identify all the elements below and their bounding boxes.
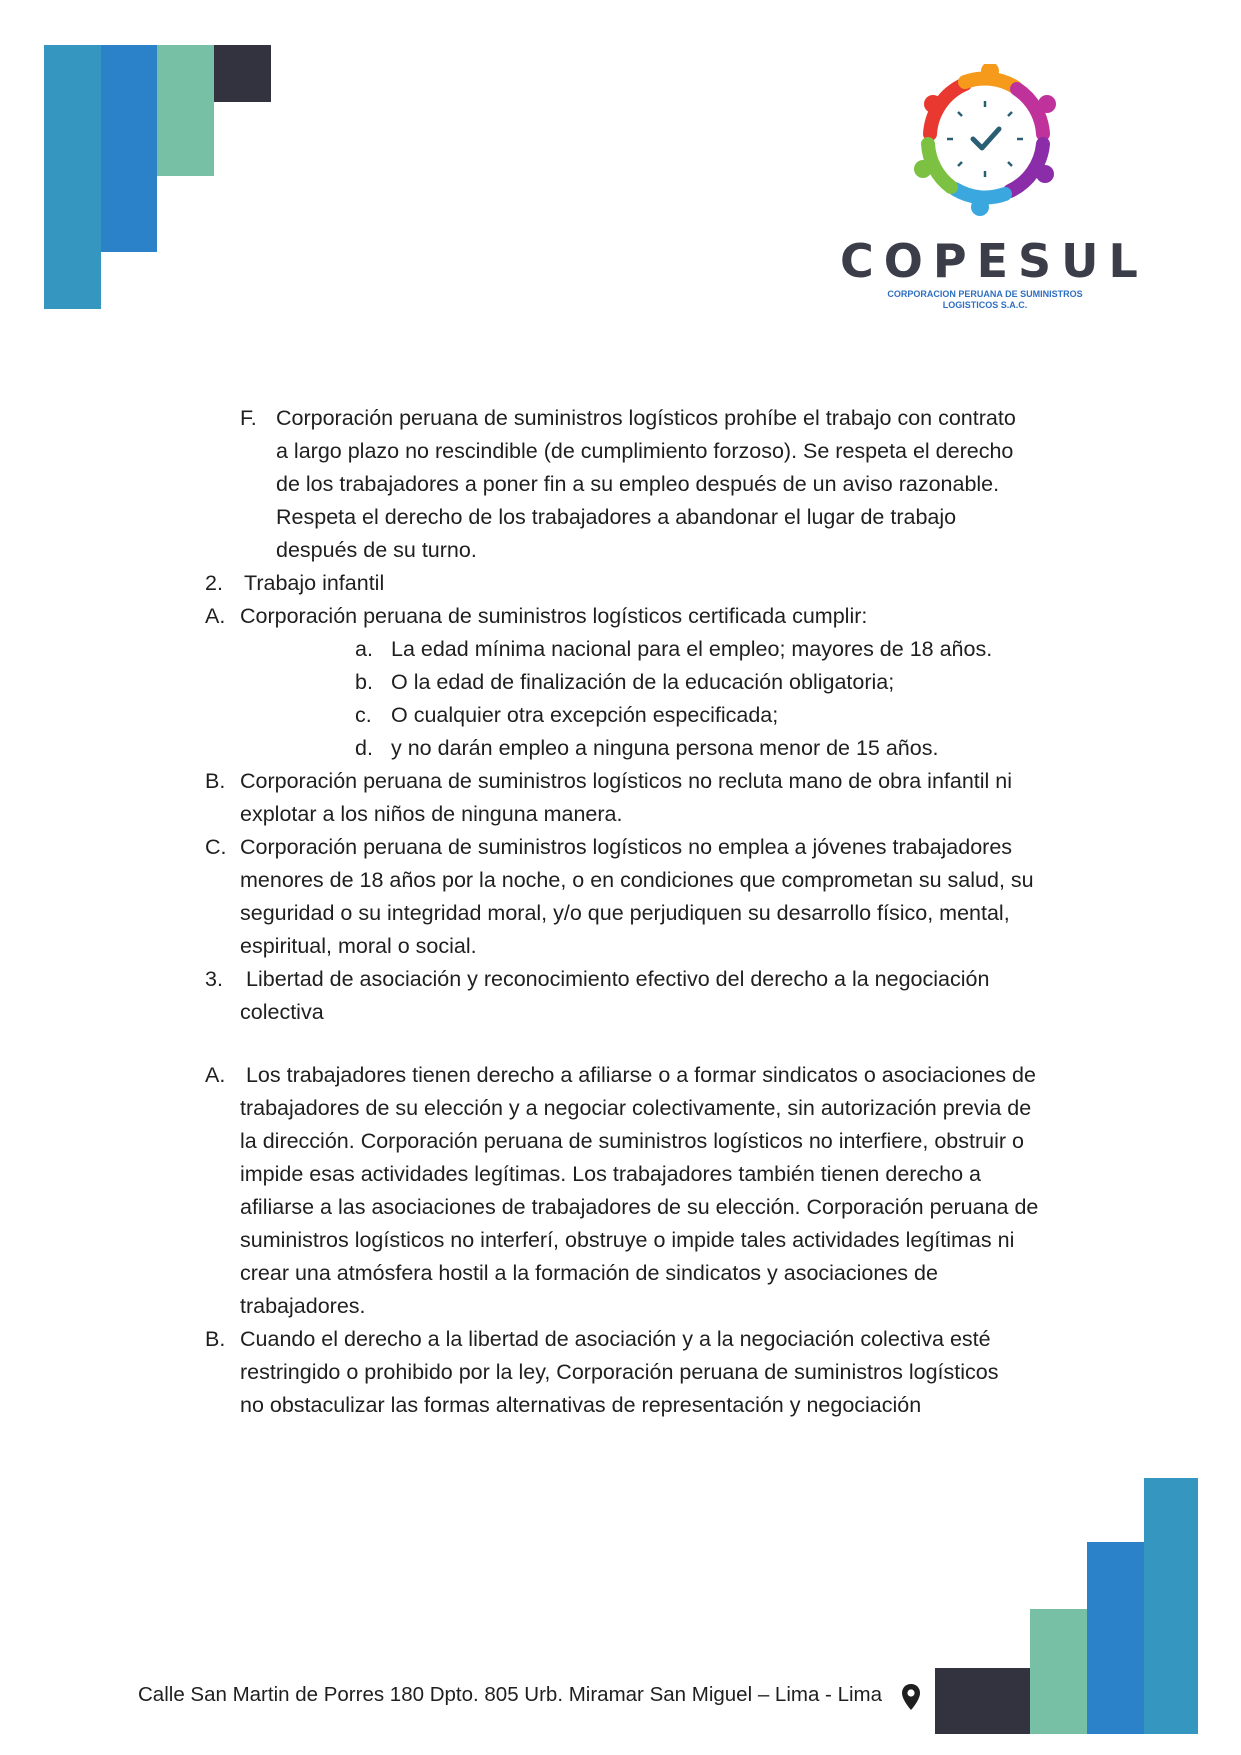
heading-title-line: colectiva [240, 1000, 324, 1024]
sub-marker: d. [355, 736, 373, 760]
text-line: Corporación peruana de suministros logísticos certificada cumplir: [240, 604, 868, 628]
heading-number: 2. [205, 571, 223, 595]
text-line: la dirección. Corporación peruana de suministros logísticos no interfiere, obstruir o [240, 1129, 1024, 1153]
text-line: menores de 18 años por la noche, o en condiciones que comprometan su salud, su [240, 868, 1034, 892]
deco-block-mint [157, 45, 214, 176]
text-line: crear una atmósfera hostil a la formación de sindicatos y asociaciones de [240, 1261, 938, 1285]
deco-block-teal-bottom [1144, 1478, 1198, 1734]
list-item-2b [200, 765, 1100, 831]
text-line: explotar a los niños de ninguna manera. [240, 802, 623, 826]
text-line: trabajadores. [240, 1294, 366, 1318]
list-marker: F. [240, 406, 257, 430]
sub-marker: c. [355, 703, 372, 727]
heading-title-line: Libertad de asociación y reconocimiento efectivo del derecho a la negociación [246, 967, 990, 991]
text-line: a largo plazo no rescindible (de cumplimiento forzoso). Se respeta el derecho [276, 439, 1014, 463]
sub-text: y no darán empleo a ninguna persona menor de 15 años. [391, 736, 939, 760]
blank-line [200, 1029, 1100, 1059]
text-line: después de su turno. [276, 538, 477, 562]
list-item-3a [200, 1059, 1100, 1323]
text-line: seguridad o su integridad moral, y/o que perjudiquen su desarrollo físico, mental, [240, 901, 1010, 925]
text-line: trabajadores de su elección y a negociar colectivamente, sin autorización previa de [240, 1096, 1032, 1120]
sub-marker: b. [355, 670, 373, 694]
list-marker: B. [205, 1327, 226, 1351]
section-heading-2 [200, 567, 1100, 600]
text-line: Corporación peruana de suministros logísticos prohíbe el trabajo con contrato [276, 406, 1016, 430]
sub-item-a [200, 633, 1100, 666]
text-line: Cuando el derecho a la libertad de asociación y a la negociación colectiva esté [240, 1327, 991, 1351]
sub-item-c [200, 699, 1100, 732]
deco-block-mint-bottom [1030, 1609, 1087, 1734]
deco-block-dark-bottom [935, 1668, 1030, 1734]
list-item-2a [200, 600, 1100, 633]
sub-item-b [200, 666, 1100, 699]
sub-text: La edad mínima nacional para el empleo; mayores de 18 años. [391, 637, 993, 661]
location-pin-icon [901, 1683, 921, 1711]
text-line: de los trabajadores a poner fin a su empleo después de un aviso razonable. [276, 472, 1000, 496]
logo-subtitle [840, 289, 1130, 311]
text-line: suministros logísticos no interferí, obstruye o impide tales actividades legítimas ni [240, 1228, 1015, 1252]
list-item-2c [200, 831, 1100, 963]
deco-block-blue-bottom [1087, 1542, 1144, 1734]
list-item-3b [200, 1323, 1100, 1422]
text-line: Corporación peruana de suministros logísticos no recluta mano de obra infantil ni [240, 769, 1013, 793]
text-line: impide esas actividades legítimas. Los trabajadores también tienen derecho a [240, 1162, 981, 1186]
document-body [200, 402, 1100, 1422]
text-line: Los trabajadores tienen derecho a afiliarse o a formar sindicatos o asociaciones de [240, 1063, 1036, 1087]
deco-block-dark [214, 45, 271, 102]
text-line: espiritual, moral o social. [240, 934, 477, 958]
list-item-f [200, 402, 1100, 567]
list-marker: C. [205, 835, 227, 859]
sub-text: O la edad de finalización de la educación obligatoria; [391, 670, 895, 694]
text-line: afiliarse a las asociaciones de trabajadores de su elección. Corporación peruana de [240, 1195, 1039, 1219]
text-line: no obstaculizar las formas alternativas de representación y negociación [240, 1393, 922, 1417]
footer-address: Calle San Martin de Porres 180 Dpto. 805 Urb. Miramar San Miguel – Lima - Lima [138, 1683, 883, 1706]
list-marker: B. [205, 769, 226, 793]
company-logo [840, 64, 1148, 324]
list-marker: A. [205, 604, 226, 628]
section-heading-3 [200, 963, 1100, 1029]
logo-wordmark: COPESUL [840, 234, 1148, 288]
text-line: Corporación peruana de suministros logísticos no emplea a jóvenes trabajadores [240, 835, 1013, 859]
list-marker: A. [205, 1063, 226, 1087]
text-line: Respeta el derecho de los trabajadores a abandonar el lugar de trabajo [276, 505, 957, 529]
text-line: restringido o prohibido por la ley, Corporación peruana de suministros logísticos [240, 1360, 999, 1384]
heading-number: 3. [205, 967, 223, 991]
logo-subtitle-line1: CORPORACION PERUANA DE SUMINISTROS [887, 289, 1083, 299]
deco-block-teal-tall [44, 45, 101, 309]
logo-subtitle-line2: LOGISTICOS S.A.C. [942, 300, 1028, 310]
people-circle-clock-icon [840, 64, 1130, 234]
heading-title: Trabajo infantil [244, 571, 385, 595]
deco-block-blue [101, 45, 157, 252]
sub-marker: a. [355, 637, 373, 661]
sub-item-d [200, 732, 1100, 765]
sub-text: O cualquier otra excepción especificada; [391, 703, 779, 727]
